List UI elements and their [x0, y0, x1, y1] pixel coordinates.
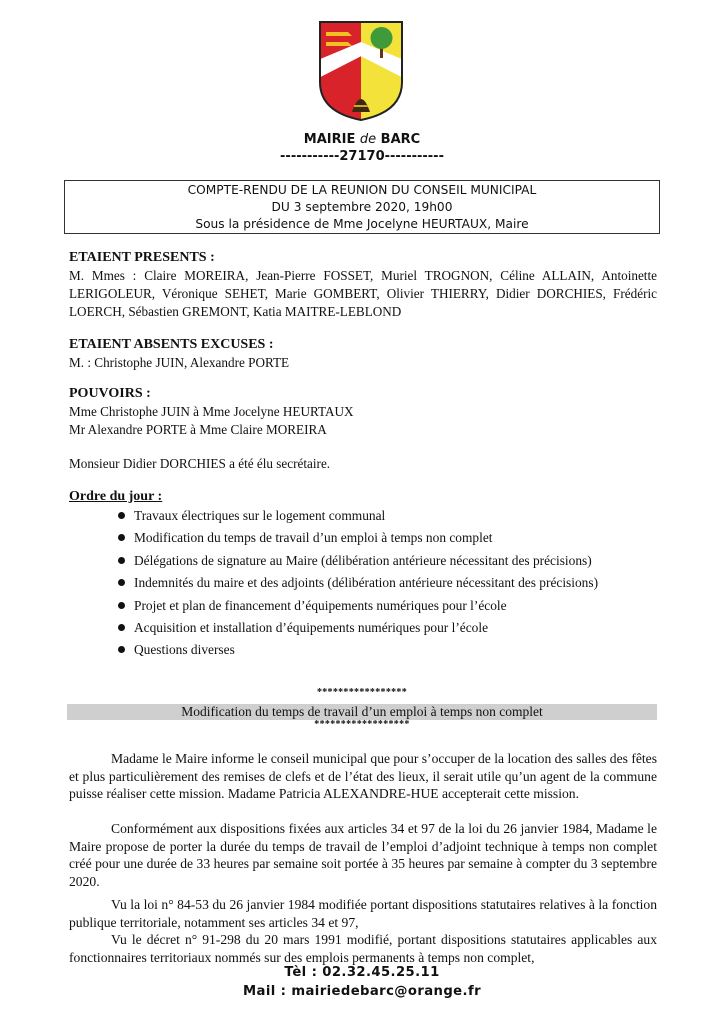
absents-section [69, 336, 657, 372]
presents-heading: ETAIENT PRESENTS : [69, 250, 215, 265]
footer-phone: Tèl : 02.32.45.25.11 [284, 965, 440, 980]
org-name-de: de [359, 132, 377, 147]
meeting-president: Sous la présidence de Mme Jocelyne HEURTAUX, Maire [195, 217, 529, 231]
agenda-item: Indemnités du maire et des adjoints (délibération antérieure nécessitant des précisions) [118, 574, 598, 596]
agenda-heading-text: Ordre du jour : [69, 489, 163, 504]
absents-heading: ETAIENT ABSENTS EXCUSES : [69, 337, 274, 352]
agenda-item: Questions diverses [118, 641, 598, 663]
agenda-item: Acquisition et installation d’équipements numériques pour l’école [118, 619, 598, 641]
organisation-name [0, 132, 724, 147]
agenda-item: Modification du temps de travail d’un emploi à temps non complet [118, 529, 598, 551]
agenda-item: Délégations de signature au Maire (délibération antérieure nécessitant des précisions) [118, 552, 598, 574]
pouvoir-line: Mme Christophe JUIN à Mme Jocelyne HEURTAUX [69, 404, 354, 419]
postal-code-line: -----------27170----------- [280, 149, 444, 164]
pouvoirs-section [69, 385, 657, 439]
presents-list: M. Mmes : Claire MOREIRA, Jean-Pierre FOSSET, Muriel TROGNON, Céline ALLAIN, Antoinette LERIGOLEUR, Véronique SEHET, Marie GOMBERT, Olivier THIERRY, Didier DORCHIES, Frédéric LOERCH, Sébastien GREMONT, Katia MAITRE-LEBLOND [69, 268, 657, 319]
body-paragraph: Vu le décret n° 91-298 du 20 mars 1991 modifié, portant dispositions statutaires applicables aux fonctionnaires territoriaux nommés sur des emplois permanents à temps non complet, [69, 932, 657, 965]
agenda-item: Travaux électriques sur le logement communal [118, 507, 598, 529]
section-title-bar: Modification du temps de travail d’un emploi à temps non complet [67, 704, 657, 720]
coat-of-arms-logo [318, 20, 404, 122]
pouvoirs-heading: POUVOIRS : [69, 386, 151, 401]
absents-list: M. : Christophe JUIN, Alexandre PORTE [69, 355, 290, 370]
meeting-title-box [64, 180, 660, 234]
agenda-item: Projet et plan de financement d’équipements numériques pour l’école [118, 597, 598, 619]
presents-section [69, 249, 657, 321]
meeting-title: COMPTE-RENDU DE LA REUNION DU CONSEIL MUNICIPAL [187, 183, 537, 197]
pouvoir-line: Mr Alexandre PORTE à Mme Claire MOREIRA [69, 422, 327, 437]
agenda-list [118, 507, 598, 664]
body-paragraph: Conformément aux dispositions fixées aux articles 34 et 97 de la loi du 26 janvier 1984, Madame le Maire propose de porter la durée du temps de travail de l’emploi d’adjoint technique à temps non complet créé pour une durée de 33 heures par semaine soit portée à 35 heures par semaine à compter du 3 septembre 2020. [69, 821, 657, 889]
footer-mail: Mail : mairiedebarc@orange.fr [243, 984, 481, 999]
org-name-suffix: BARC [380, 132, 421, 147]
org-name-prefix: MAIRIE [303, 132, 356, 147]
separator-stars-bottom: ****************** [314, 719, 410, 730]
meeting-date: DU 3 septembre 2020, 19h00 [271, 200, 453, 214]
separator-stars-top: ***************** [316, 687, 408, 698]
body-paragraph: Vu la loi n° 84-53 du 26 janvier 1984 modifiée portant dispositions statutaires relatives à la fonction publique territoriale, notamment ses articles 34 et 97, [69, 897, 657, 930]
body-paragraph: Madame le Maire informe le conseil municipal que pour s’occuper de la location des salles des fêtes et plus particulièrement des remises de clefs et de l’état des lieux, il serait utile qu’un agent de la commune puisse réaliser cette mission. Madame Patricia ALEXANDRE-HUE accepterait cette mission. [69, 751, 657, 801]
agenda-heading [69, 487, 657, 506]
secretary-line: Monsieur Didier DORCHIES a été élu secrétaire. [69, 456, 331, 471]
